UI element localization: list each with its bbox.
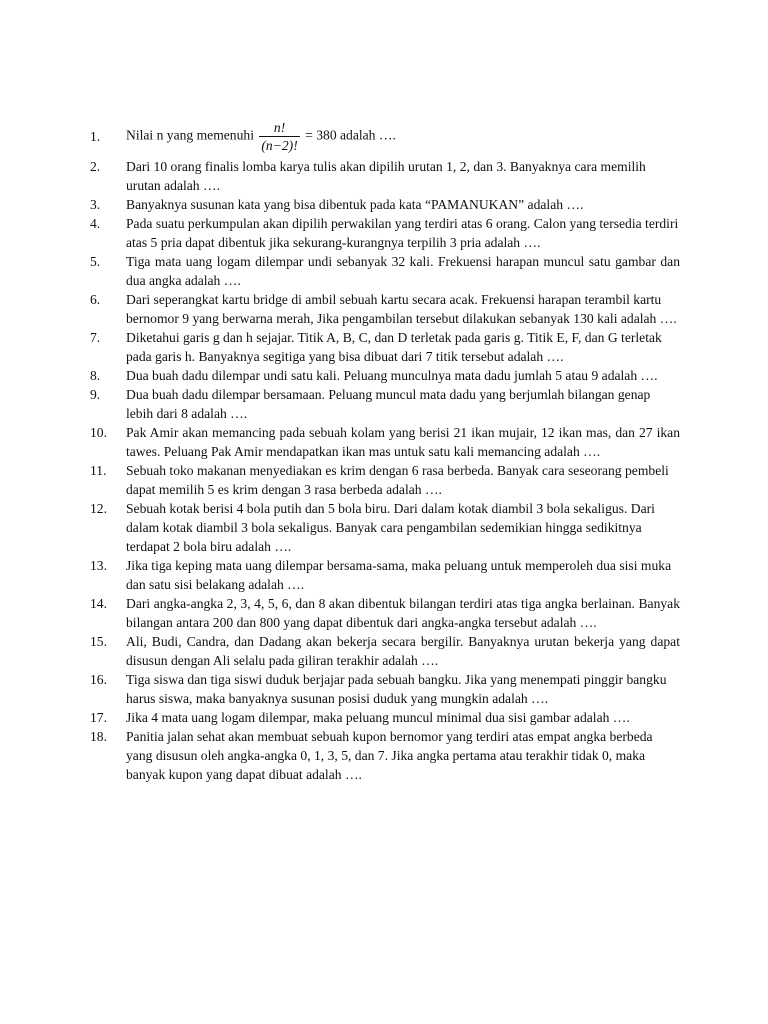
question-number: 4. [90,216,101,231]
question-number: 17. [90,710,107,725]
question-item [90,499,680,556]
question-text: Dari 10 orang finalis lomba karya tulis akan dipilih urutan 1, 2, dan 3. Banyaknya cara memilih urutan adalah …. [126,159,646,193]
question-item [90,708,680,727]
question-text: Panitia jalan sehat akan membuat sebuah kupon bernomor yang terdiri atas empat angka berbeda yang disusun oleh angka-angka 0, 1, 3, 5, dan 7. Jika angka pertama atau terakhir tidak 0, maka banyak kupon yang dapat dibuat adalah …. [126,729,653,782]
question-text: Tiga mata uang logam dilempar undi sebanyak 32 kali. Frekuensi harapan muncul satu gambar dan dua angka adalah …. [126,254,680,288]
question-item [90,594,680,632]
question-number: 1. [90,129,101,144]
question-number: 2. [90,159,101,174]
question-text-after: = 380 adalah …. [305,127,396,143]
question-number: 5. [90,254,101,269]
question-item [90,214,680,252]
question-text: Dari angka-angka 2, 3, 4, 5, 6, dan 8 akan dibentuk bilangan terdiri atas tiga angka berlainan. Banyak bilangan antara 200 dan 800 yang dapat dibentuk dari angka-angka tersebut adalah …. [126,596,680,630]
question-number: 16. [90,672,107,687]
question-item [90,461,680,499]
question-number: 8. [90,368,101,383]
question-item [90,328,680,366]
question-item [90,290,680,328]
question-text: Pak Amir akan memancing pada sebuah kolam yang berisi 21 ikan mujair, 12 ikan mas, dan 27 ikan tawes. Peluang Pak Amir mendapatkan ikan mas untuk satu kali memancing adalah …. [126,425,680,459]
question-text: Sebuah toko makanan menyediakan es krim dengan 6 rasa berbeda. Banyak cara seseorang pembeli dapat memilih 5 es krim dengan 3 rasa berbeda adalah …. [126,463,669,497]
question-text: Tiga siswa dan tiga siswi duduk berjajar pada sebuah bangku. Jika yang menempati pinggir bangku harus siswa, maka banyaknya susunan posisi duduk yang mungkin adalah …. [126,672,667,706]
question-text: Banyaknya susunan kata yang bisa dibentuk pada kata “PAMANUKAN” adalah …. [126,197,584,212]
question-text: Pada suatu perkumpulan akan dipilih perwakilan yang terdiri atas 6 orang. Calon yang tersedia terdiri atas 5 pria dapat dibentuk jika sekurang-kurangnya terpilih 3 pria adalah …. [126,216,679,250]
question-number: 18. [90,729,107,744]
question-text: Diketahui garis g dan h sejajar. Titik A, B, C, dan D terletak pada garis g. Titik E, F, dan G terletak pada garis h. Banyaknya segitiga yang bisa dibuat dari 7 titik tersebut adalah …. [126,330,662,364]
question-item [90,366,680,385]
question-item [90,252,680,290]
question-number: 9. [90,387,101,402]
question-text-before: Nilai n yang memenuhi [126,127,254,143]
question-text: Jika tiga keping mata uang dilempar bersama-sama, maka peluang untuk memperoleh dua sisi muka dan satu sisi belakang adalah …. [126,558,672,592]
factorial-fraction [259,120,299,153]
fraction-numerator: n! [273,120,286,135]
question-text: Ali, Budi, Candra, dan Dadang akan bekerja secara bergilir. Banyaknya urutan bekerja yang dapat disusun dengan Ali selalu pada giliran terakhir adalah …. [126,634,680,668]
question-number: 14. [90,596,107,611]
question-text [126,120,680,153]
question-list [90,120,680,784]
question-item [90,195,680,214]
question-number: 13. [90,558,107,573]
question-text: Jika 4 mata uang logam dilempar, maka peluang muncul minimal dua sisi gambar adalah …. [126,710,630,725]
question-number: 6. [90,292,101,307]
question-text: Dari seperangkat kartu bridge di ambil sebuah kartu secara acak. Frekuensi harapan terambil kartu bernomor 9 yang berwarna merah, Jika pengambilan tersebut dilakukan sebanyak 130 kali adalah …. [126,292,677,326]
question-text: Sebuah kotak berisi 4 bola putih dan 5 bola biru. Dari dalam kotak diambil 3 bola sekaligus. Dari dalam kotak diambil 3 bola sekaligus. Banyak cara pengambilan sedemikian hingga sedikitnya terdapat 2 bola biru adalah …. [126,501,655,554]
question-text: Dua buah dadu dilempar undi satu kali. Peluang munculnya mata dadu jumlah 5 atau 9 adalah …. [126,368,658,383]
question-item [90,423,680,461]
question-item [90,632,680,670]
question-number: 12. [90,501,107,516]
question-text: Dua buah dadu dilempar bersamaan. Peluang muncul mata dadu yang berjumlah bilangan genap lebih dari 8 adalah …. [126,387,651,421]
question-item [90,157,680,195]
question-item [90,727,680,784]
question-item [90,120,680,153]
question-number: 3. [90,197,101,212]
question-item [90,385,680,423]
fraction-denominator: (n−2)! [261,138,298,153]
question-number: 7. [90,330,101,345]
question-item [90,556,680,594]
question-number: 10. [90,425,107,440]
question-number: 15. [90,634,107,649]
question-item [90,670,680,708]
question-number: 11. [90,463,107,478]
